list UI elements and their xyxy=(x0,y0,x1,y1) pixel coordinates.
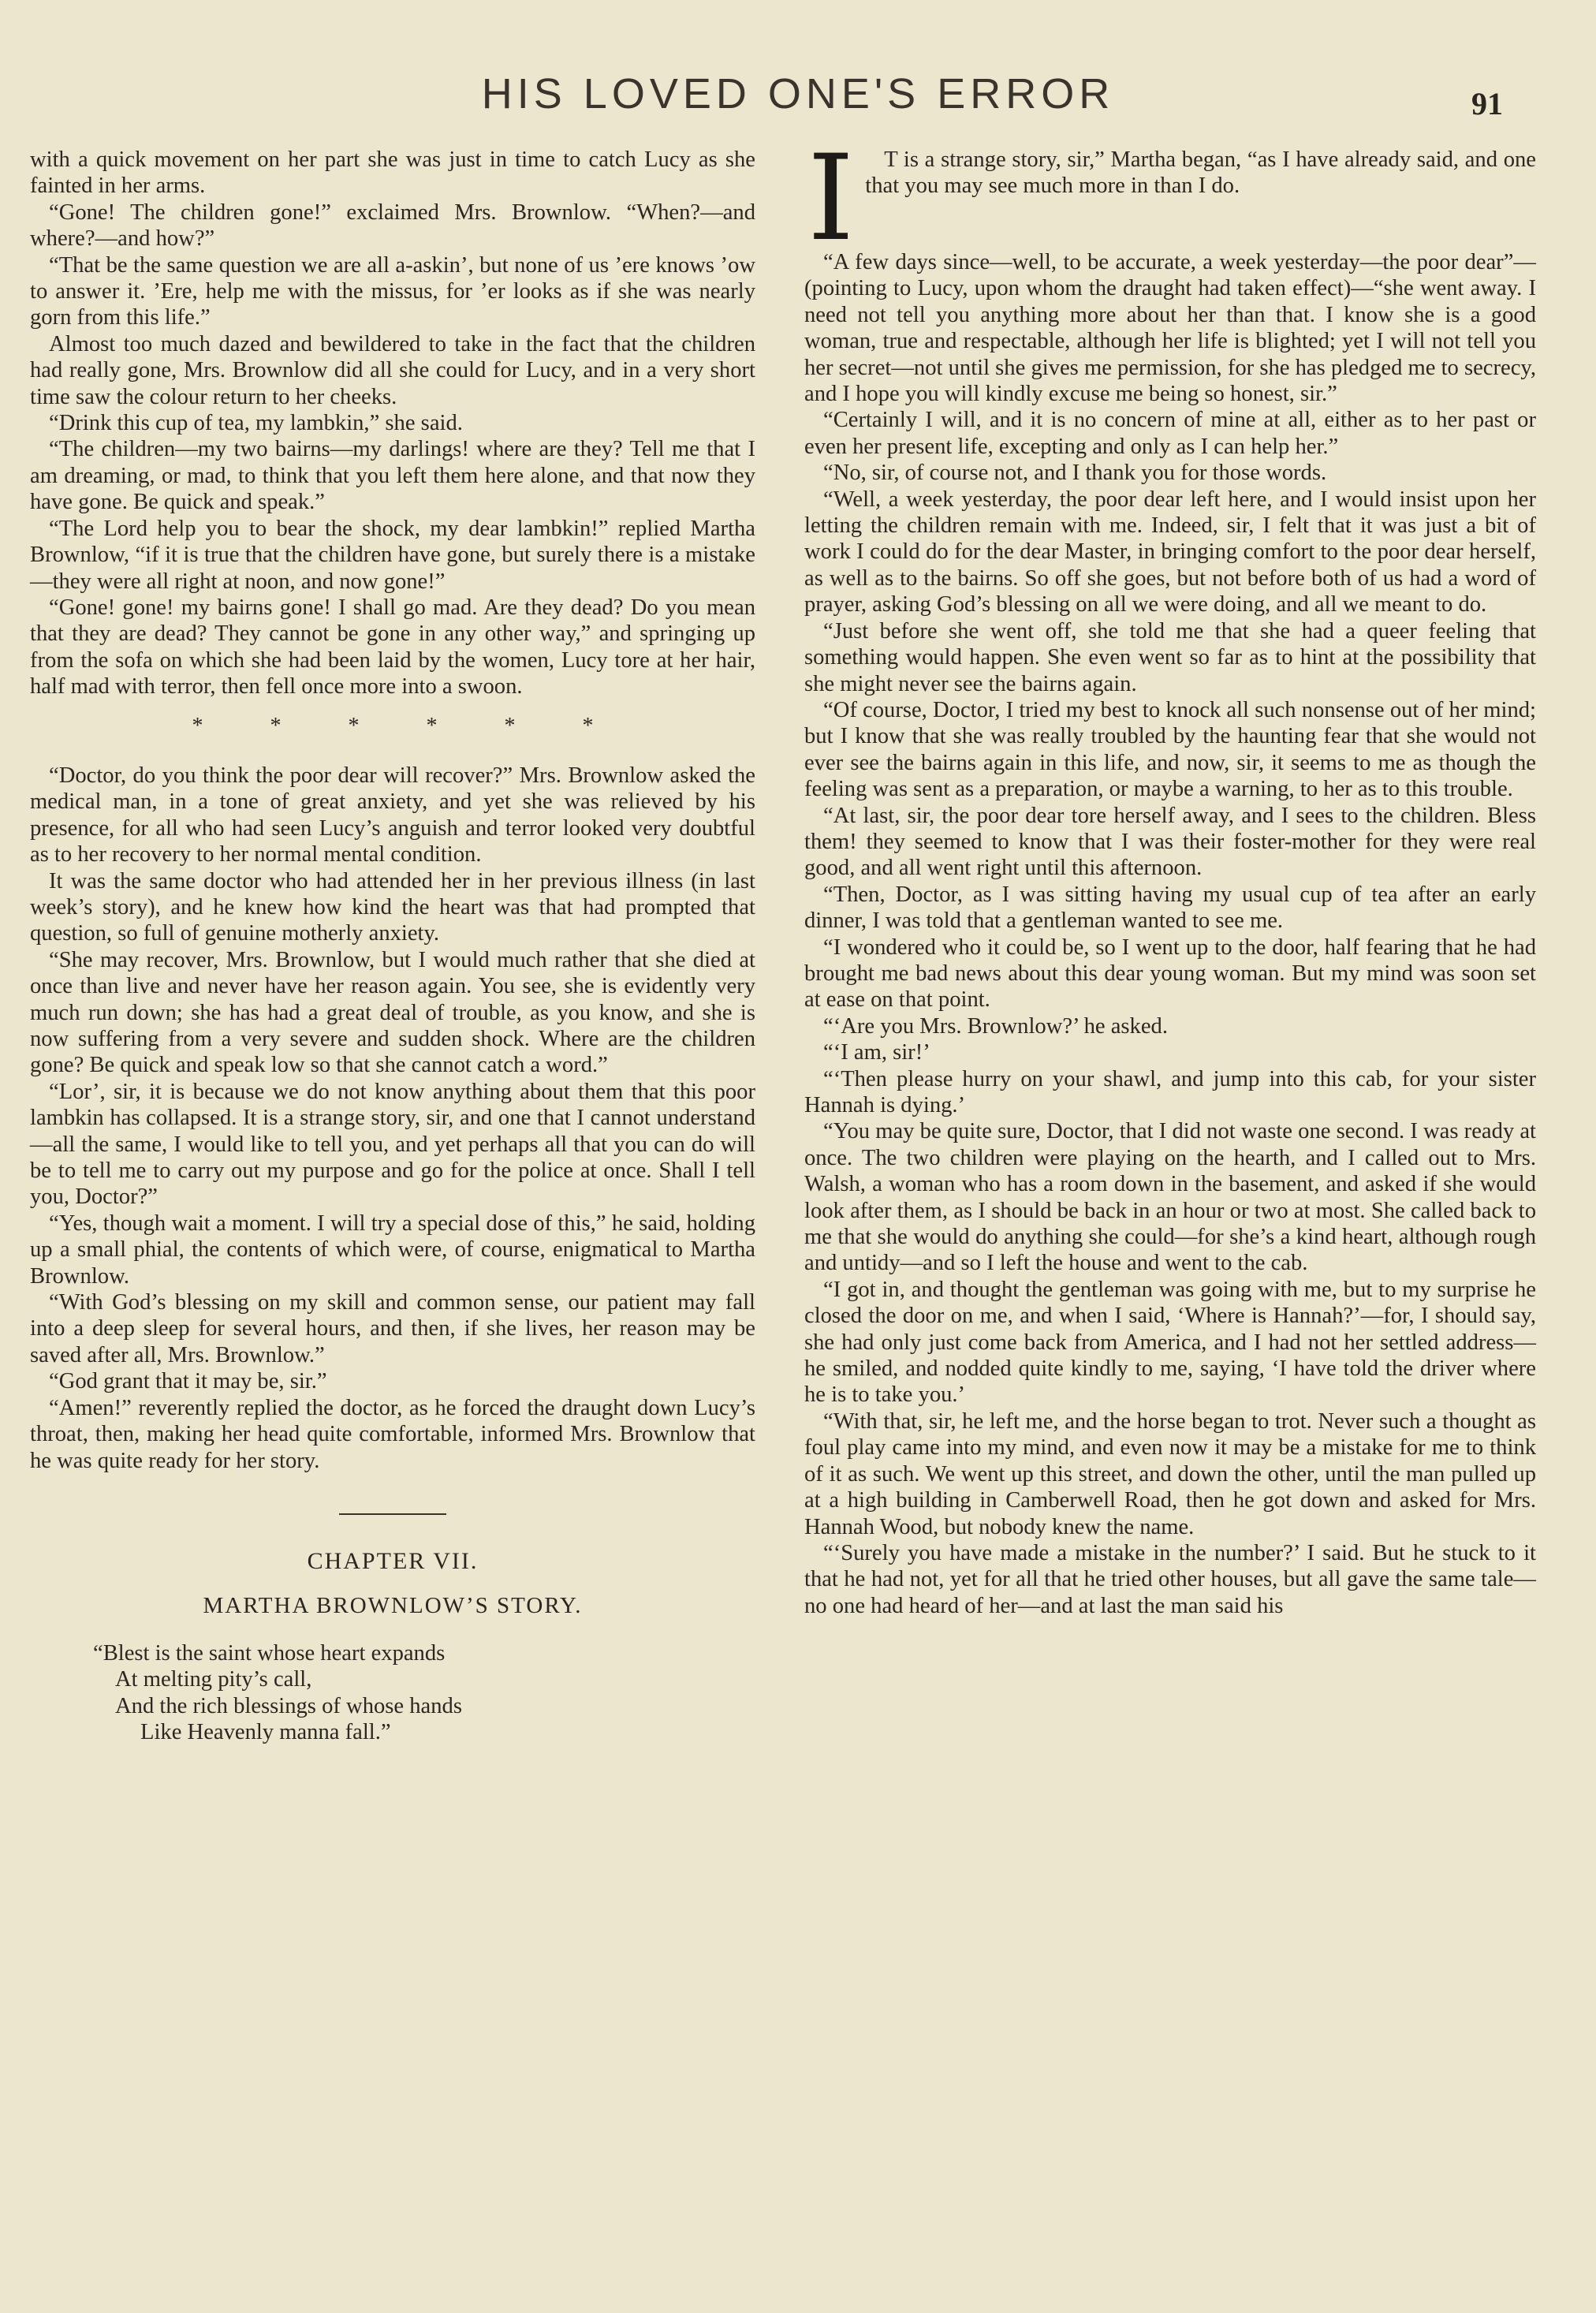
paragraph: “Drink this cup of tea, my lambkin,” she said. xyxy=(49,411,463,436)
epigraph-line: And the rich blessings of whose hands xyxy=(115,1693,462,1718)
section-break: * * * * * * xyxy=(192,713,594,738)
paragraph: “Doctor, do you think the poor dear will recover?” Mrs. Brownlow asked the medical man, in a tone of great anxiety, and yet she was relieved by his presence, for all who had seen Lucy’s anguish and terror looked very doubtful as to her recovery to her normal mental condition. xyxy=(30,763,755,867)
paragraph: “Gone! gone! my bairns gone! I shall go mad. Are they dead? Do you mean that they are dead? They cannot be gone in any other way,” and springing up from the sofa on which she had been laid by the women, Lucy tore at her hair, half mad with terror, then fell once more into a swoon. xyxy=(30,595,755,699)
right-column xyxy=(804,147,1536,1619)
paragraph: “No, sir, of course not, and I thank you for those words. xyxy=(823,461,1327,486)
paragraph: “She may recover, Mrs. Brownlow, but I would much rather that she died at once than live and never have her reason again. You see, she is evidently very much run down; she has had a great deal of trouble, as you know, and she is now suffering from a very severe and sudden shock. Where are the children gone? Be quick and speak low so that she cannot catch a word.” xyxy=(30,947,755,1078)
paragraph: “I got in, and thought the gentleman was going with me, but to my surprise he closed the door on me, and when I said, ‘Where is Hannah?’—for, I should say, she had only just come back from America, and I had not her settled address—he smiled, and nodded quite kindly to me, saying, ‘I have told the driver where he is to take you.’ xyxy=(804,1277,1536,1408)
paragraph: “Gone! The children gone!” exclaimed Mrs. Brownlow. “When?—and where?—and how?” xyxy=(30,200,755,252)
paragraph: “‘Surely you have made a mistake in the number?’ I said. But he stuck to it that he had not, yet for all that he tried other houses, but all gave the same tale—no one had heard of her—and at last the man said his xyxy=(804,1540,1536,1618)
paragraph: “Yes, though wait a moment. I will try a special dose of this,” he said, holding up a small phial, the contents of which were, of course, enigmatical to Martha Brownlow. xyxy=(30,1211,755,1289)
paragraph: Almost too much dazed and bewildered to take in the fact that the children had really gone, Mrs. Brownlow did all she could for Lucy, and in a very short time saw the colour return to her cheeks. xyxy=(30,331,755,409)
paragraph: “The Lord help you to bear the shock, my dear lambkin!” replied Martha Brownlow, “if it is true that the children have gone, but surely there is a mistake—they were all right at noon, and now gone!” xyxy=(30,516,755,594)
page-number: 91 xyxy=(1471,86,1503,121)
paragraph: “With God’s blessing on my skill and common sense, our patient may fall into a deep sleep for several hours, and then, if she lives, her reason may be saved after all, Mrs. Brownlow.” xyxy=(30,1290,755,1367)
paragraph: “You may be quite sure, Doctor, that I did not waste one second. I was ready at once. The two children were playing on the hearth, and I called out to Mrs. Walsh, a woman who has a room down in the basement, and asked if she would look after them, as I should be back in an hour or two at most. She called back to me that she would do anything she could—for she’s a kind heart, although rough and untidy—and so I left the house and went to the cab. xyxy=(804,1119,1536,1276)
paragraph: “‘Are you Mrs. Brownlow?’ he asked. xyxy=(823,1013,1168,1039)
paragraph: “At last, sir, the poor dear tore herself away, and I sees to the children. Bless them! they seemed to know that I was their foster-mother for they were real good, and all went right until this afternoon. xyxy=(804,803,1536,881)
paragraph: “With that, sir, he left me, and the horse began to trot. Never such a thought as foul play came into my mind, and even now it may be a mistake for me to think of it as such. We went up this street, and down the other, until the man pulled up at a high building in Camberwell Road, then he got down and asked for Mrs. Hannah Wood, but nobody knew the name. xyxy=(804,1408,1536,1539)
opening-paragraph xyxy=(804,147,1536,249)
chapter-title: MARTHA BROWNLOW’S STORY. xyxy=(203,1593,583,1619)
paragraph: “Certainly I will, and it is no concern of mine at all, either as to her past or even her present life, excepting and only as I can help her.” xyxy=(804,408,1536,459)
paragraph: “The children—my two bairns—my darlings! where are they? Tell me that I am dreaming, or mad, to think that you left them here alone, and that now they have gone. Be quick and speak.” xyxy=(30,437,755,515)
paragraph: “That be the same question we are all a-askin’, but none of us ’ere knows ’ow to answer it. ’Ere, help me with the missus, for ’er looks as if she was nearly gorn from this life.” xyxy=(30,252,755,330)
drop-cap: I xyxy=(807,147,855,249)
paragraph: “Well, a week yesterday, the poor dear left here, and I would insist upon her letting the children remain with me. Indeed, sir, I felt that it was just a bit of work I could do for the dear Master, in bringing comfort to the poor dear herself, as well as to the bairns. So off she goes, but not before both of us had a word of prayer, asking God’s blessing on all we were doing, and all we meant to do. xyxy=(804,487,1536,617)
epigraph-line: At melting pity’s call, xyxy=(115,1667,312,1692)
paragraph: “‘I am, sir!’ xyxy=(823,1040,930,1065)
paragraph: with a quick movement on her part she was just in time to catch Lucy as she fainted in her arms. xyxy=(30,147,755,199)
paragraph: T is a strange story, sir,” Martha began, “as I have already said, and one that you may see much more in than I do. xyxy=(865,147,1536,199)
chapter-divider xyxy=(339,1513,446,1515)
paragraph: “God grant that it may be, sir.” xyxy=(49,1369,327,1394)
running-title: HIS LOVED ONE'S ERROR xyxy=(481,70,1115,118)
paragraph: It was the same doctor who had attended her in her previous illness (in last week’s story), and he knew how kind the heart was that had prompted that question, so full of genuine motherly anxiety. xyxy=(30,868,755,946)
paragraph: “Lor’, sir, it is because we do not know anything about them that this poor lambkin has collapsed. It is a strange story, sir, and one that I cannot understand—all the same, I would like to tell you, and yet perhaps all that you can do will be to tell me to carry out my purpose and go for the police at once. Shall I tell you, Doctor?” xyxy=(30,1079,755,1210)
chapter-heading: CHAPTER VII. xyxy=(307,1547,479,1574)
paragraph: “Amen!” reverently replied the doctor, as he forced the draught down Lucy’s throat, then, making her head quite comfortable, informed Mrs. Brownlow that he was quite ready for her story. xyxy=(30,1395,755,1473)
left-column xyxy=(30,147,755,1745)
paragraph: “Just before she went off, she told me that she had a queer feeling that something would happen. She even went so far as to hint at the possibility that she might never see the bairns again. xyxy=(804,618,1536,696)
paragraph: “I wondered who it could be, so I went up to the door, half fearing that he had brought me bad news about this dear young woman. But my mind was soon set at ease on that point. xyxy=(804,935,1536,1013)
paragraph: “Then, Doctor, as I was sitting having my usual cup of tea after an early dinner, I was told that a gentleman wanted to see me. xyxy=(804,882,1536,934)
epigraph-line: “Blest is the saint whose heart expands xyxy=(93,1640,446,1666)
epigraph xyxy=(30,1640,755,1746)
paragraph: “A few days since—well, to be accurate, a week yesterday—the poor dear”—(pointing to Lucy, upon whom the draught had taken effect)—“she went away. I need not tell you anything more about her than that. I know she is a good woman, true and respectable, although her life is blighted; yet I will not tell you her secret—not until she gives me permission, for she has pledged me to secrecy, and I hope you will kindly excuse me being so honest, sir.” xyxy=(804,250,1536,407)
paragraph: “Of course, Doctor, I tried my best to knock all such nonsense out of her mind; but I know that she was really troubled by the haunting fear that she would not ever see the bairns again in this life, and now, sir, it seems to me as though the feeling was sent as a preparation, or maybe a warning, to her as to this trouble. xyxy=(804,697,1536,802)
paragraph: “‘Then please hurry on your shawl, and jump into this cab, for your sister Hannah is dying.’ xyxy=(804,1066,1536,1117)
epigraph-line: Like Heavenly manna fall.” xyxy=(140,1719,391,1744)
